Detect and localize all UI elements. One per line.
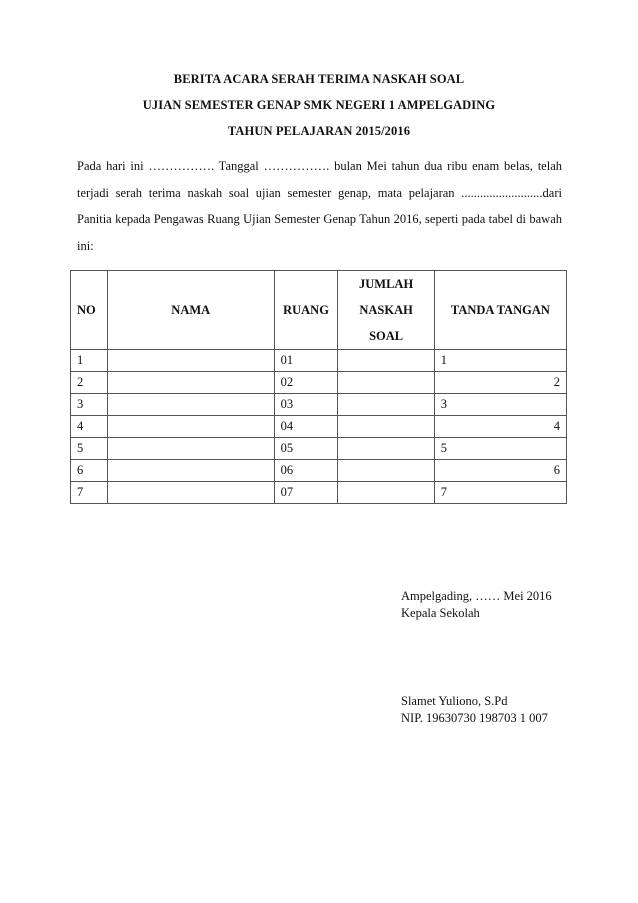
document-title-line-3: TAHUN PELAJARAN 2015/2016	[227, 124, 411, 138]
header-tanda-tangan: TANDA TANGAN	[434, 271, 566, 350]
cell-nama	[107, 460, 274, 482]
cell-jumlah	[338, 482, 434, 504]
handover-table	[70, 270, 567, 504]
header-no: NO	[71, 271, 108, 350]
cell-no: 4	[71, 416, 108, 438]
header-nama: NAMA	[107, 271, 274, 350]
cell-tanda-tangan: 2	[434, 372, 566, 394]
table-row	[71, 372, 567, 394]
cell-jumlah	[338, 460, 434, 482]
cell-no: 6	[71, 460, 108, 482]
document-title-line-1: BERITA ACARA SERAH TERIMA NASKAH SOAL	[173, 72, 465, 86]
cell-nama	[107, 350, 274, 372]
cell-jumlah	[338, 416, 434, 438]
cell-ruang: 06	[274, 460, 338, 482]
intro-paragraph: Pada hari ini ……………. Tanggal ……………. bulan Mei tahun dua ribu enam belas, telah terjadi serah terima naskah soal ujian semester genap, mata pelajaran ..........................dari Panitia kepada Pengawas Ruang Ujian Semester Genap Tahun 2016, seperti pada tabel di bawah ini:	[77, 159, 562, 253]
header-ruang: RUANG	[274, 271, 338, 350]
signatory-name: Slamet Yuliono, S.Pd	[401, 694, 508, 708]
cell-ruang: 07	[274, 482, 338, 504]
cell-ruang: 05	[274, 438, 338, 460]
table-row	[71, 482, 567, 504]
cell-nama	[107, 482, 274, 504]
cell-tanda-tangan: 4	[434, 416, 566, 438]
signature-position: Kepala Sekolah	[401, 606, 480, 620]
signature-place-date: Ampelgading, …… Mei 2016	[401, 589, 552, 603]
cell-ruang: 04	[274, 416, 338, 438]
cell-ruang: 01	[274, 350, 338, 372]
document-title-line-2: UJIAN SEMESTER GENAP SMK NEGERI 1 AMPELGADING	[142, 98, 496, 112]
cell-jumlah	[338, 372, 434, 394]
cell-nama	[107, 438, 274, 460]
signatory-nip: NIP. 19630730 198703 1 007	[401, 711, 548, 725]
cell-jumlah	[338, 394, 434, 416]
signature-header-block	[401, 588, 552, 622]
cell-no: 1	[71, 350, 108, 372]
cell-nama	[107, 394, 274, 416]
cell-ruang: 02	[274, 372, 338, 394]
header-jumlah-line1: JUMLAH	[359, 277, 414, 291]
header-jumlah-naskah-soal	[338, 271, 434, 350]
header-jumlah-line2: NASKAH SOAL	[359, 303, 413, 343]
cell-nama	[107, 372, 274, 394]
cell-tanda-tangan: 7	[434, 482, 566, 504]
cell-jumlah	[338, 350, 434, 372]
cell-tanda-tangan: 6	[434, 460, 566, 482]
cell-tanda-tangan: 5	[434, 438, 566, 460]
cell-no: 7	[71, 482, 108, 504]
cell-no: 2	[71, 372, 108, 394]
cell-tanda-tangan: 1	[434, 350, 566, 372]
cell-tanda-tangan: 3	[434, 394, 566, 416]
table-row	[71, 438, 567, 460]
signature-name-block	[401, 693, 548, 727]
cell-jumlah	[338, 438, 434, 460]
table-row	[71, 416, 567, 438]
table-header-row	[71, 271, 567, 350]
cell-nama	[107, 416, 274, 438]
cell-no: 3	[71, 394, 108, 416]
table-row	[71, 460, 567, 482]
cell-no: 5	[71, 438, 108, 460]
table-row	[71, 394, 567, 416]
table-row	[71, 350, 567, 372]
cell-ruang: 03	[274, 394, 338, 416]
